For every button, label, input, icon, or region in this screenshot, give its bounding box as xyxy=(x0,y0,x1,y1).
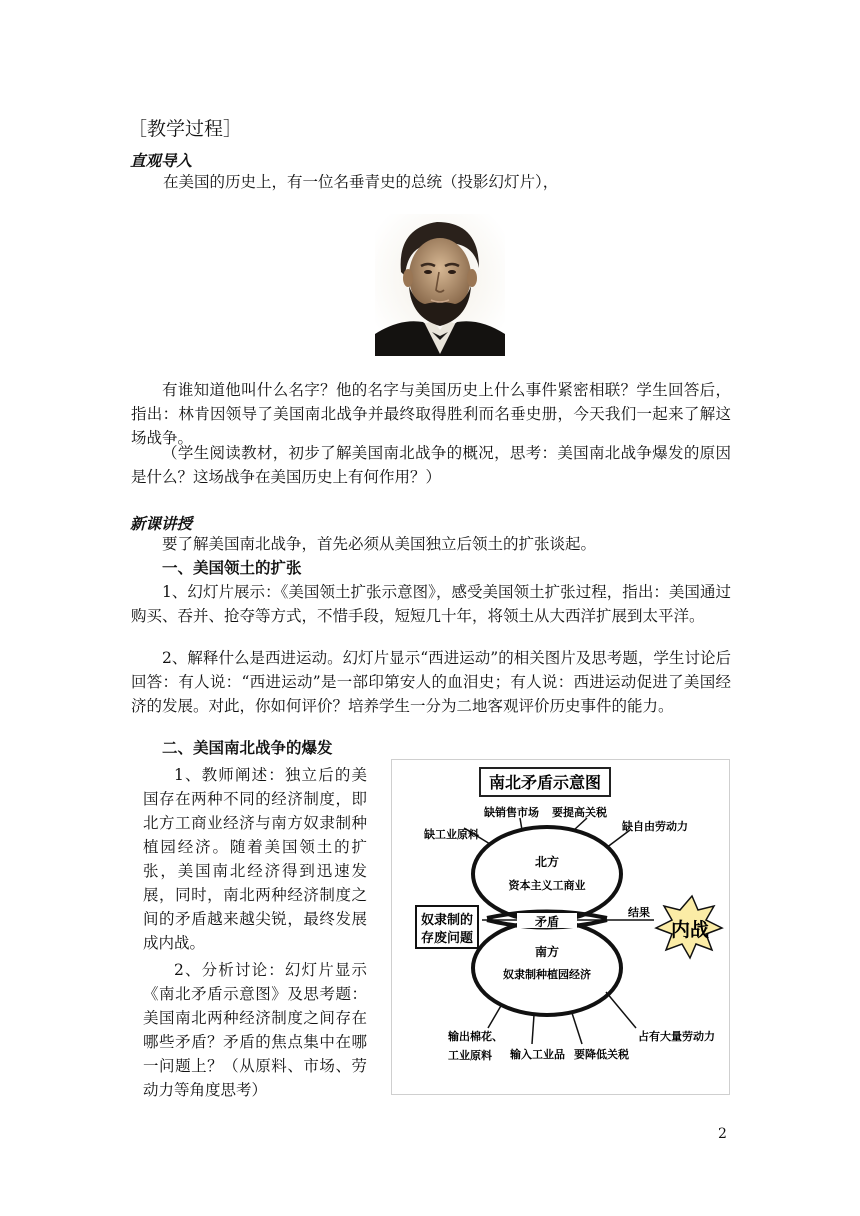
lincoln-portrait xyxy=(375,214,505,356)
section-heading: ［教学过程］ xyxy=(128,118,243,140)
north-subtitle: 资本主义工商业 xyxy=(508,879,586,892)
result-label: 结果 xyxy=(628,906,650,919)
intro-paragraph-2: （学生阅读教材，初步了解美国南北战争的概况，思考：美国南北战争爆发的原因是什么？这场战争在美国历史上有何作用？） xyxy=(131,444,731,486)
new-lesson-intro: 要了解美国南北战争，首先必须从美国独立后领土的扩张谈起。 xyxy=(162,535,597,553)
south-need-2: 工业原料 xyxy=(448,1049,492,1062)
intro-line: 在美国的历史上，有一位名垂青史的总统（投影幻灯片）， xyxy=(163,173,559,191)
north-need-4: 缺自由劳动力 xyxy=(622,820,688,833)
slavery-issue-line-2: 存废问题 xyxy=(420,931,474,946)
intro-paragraph: 有谁知道他叫什么名字？他的名字与美国历史上什么事件紧密相联？学生回答后，指出：林肯因领导了美国南北战争并最终取得胜利而名垂史册，今天我们一起来了解这场战争。 xyxy=(131,381,731,447)
civil-war-label: 内战 xyxy=(670,919,710,941)
south-need-4: 要降低关税 xyxy=(574,1048,629,1061)
south-need-5: 占有大量劳动力 xyxy=(638,1030,715,1043)
south-subtitle: 奴隶制种植园经济 xyxy=(503,968,591,981)
section-one-para-2: 2、解释什么是西进运动。幻灯片显示“西进运动”的相关图片及思考题，学生讨论后回答：有人说：“西进运动”是一部印第安人的血泪史；有人说：西进运动促进了美国经济的发展。对此，你如何评价？培养学生一分为二地客观评价历史事件的能力。 xyxy=(131,649,731,715)
south-need-3: 输入工业品 xyxy=(510,1048,565,1061)
north-need-1: 缺工业原料 xyxy=(424,828,479,841)
south-need-1: 输出棉花、 xyxy=(448,1030,503,1043)
slavery-issue-line-1: 奴隶制的 xyxy=(420,913,474,928)
section-two-para-1: 1、教师阐述：独立后的美国存在两种不同的经济制度，即北方工商业经济与南方奴隶制种植园经济。随着美国领土的扩张，美国南北经济得到迅速发展，同时，南北两种经济制度之间的矛盾越来越尖锐，最终发展成内战。 xyxy=(143,766,367,952)
new-lesson-title: 新课讲授 xyxy=(130,514,193,533)
north-ellipse xyxy=(473,827,621,921)
page-number: 2 xyxy=(718,1126,727,1142)
south-title: 南方 xyxy=(534,945,560,959)
section-one-para-1: 1、幻灯片展示：《美国领土扩张示意图》，感受美国领土扩张过程，指出：美国通过购买、吞并、抢夺等方式，不惜手段，短短几十年，将领土从大西洋扩展到太平洋。 xyxy=(131,583,731,625)
section-two-title: 二、美国南北战争的爆发 xyxy=(162,738,333,757)
intro-title: 直观导入 xyxy=(130,151,193,170)
north-need-2: 缺销售市场 xyxy=(484,806,539,819)
conflict-label: 矛盾 xyxy=(534,915,560,929)
north-title: 北方 xyxy=(534,855,560,869)
section-two-para-2: 2、分析讨论：幻灯片显示《南北矛盾示意图》及思考题：美国南北两种经济制度之间存在哪些矛盾？矛盾的焦点集中在哪一问题上？（从原料、市场、劳动力等角度思考） xyxy=(143,961,367,1099)
section-one-title: 一、美国领土的扩张 xyxy=(162,558,302,577)
diagram-title: 南北矛盾示意图 xyxy=(488,773,602,792)
north-south-conflict-diagram xyxy=(391,759,730,1095)
north-need-3: 要提高关税 xyxy=(552,806,607,819)
